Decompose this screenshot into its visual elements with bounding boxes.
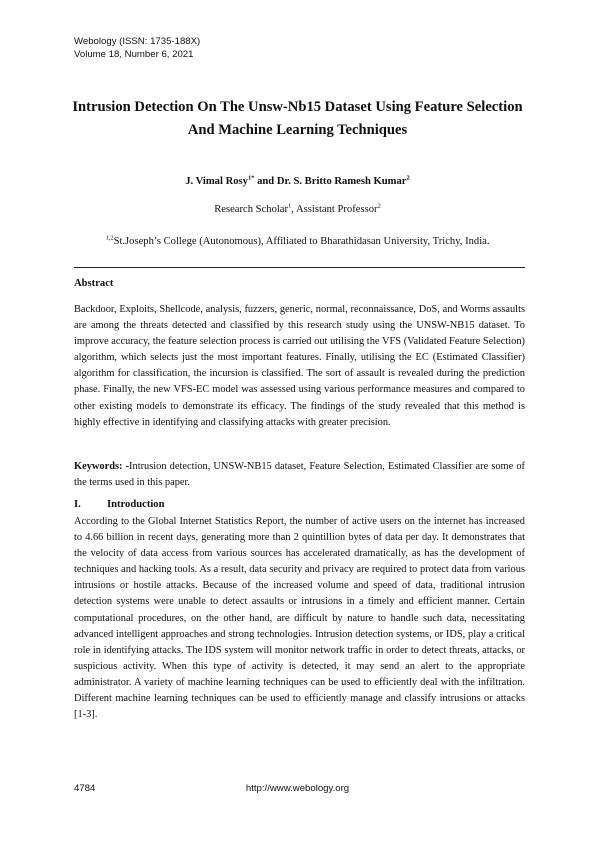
introduction-text: According to the Global Internet Statistics Report, the number of active users on the internet has increased to 4.66 billion in recent days, generating more than 2 quintillion bytes of data per day. It demonstrates that the velocity of data access from various sources has accelerated dramatically, as has the development of techniques and hacking tools. As a result, data security and privacy are required to protect data from various intrusions or hostile attacks. Because of the increased volume and speed of data, traditional intrusion detection systems were unable to detect assaults or intrusions in a timely and efficient manner. Certain computational procedures, on the other hand, are difficult by nature to handle such data, necessitating advanced intelligent approaches and strong technologies. Intrusion detection systems, or IDS, play a critical role in identifying attacks. The IDS system will monitor network traffic in order to detect threats, attacks, or suspicious activity. When this type of activity is detected, it may send an alert to the appropriate administrator. A variety of machine learning techniques can be used to efficiently deal with the infiltration. Different machine learning techniques can be used to efficiently manage and classify intrusions or attacks [1-3]. [74, 516, 525, 721]
affiliation-line [0, 236, 595, 247]
journal-header [74, 35, 200, 61]
author-2-marker: 2 [406, 174, 410, 182]
role-2: , Assistant Professor [291, 204, 378, 215]
affiliation-marker: 1,2 [105, 234, 114, 242]
section-title: Introduction [107, 499, 165, 510]
header-divider [74, 267, 525, 268]
section-number: I. [74, 499, 81, 510]
author-2: and Dr. S. Britto Ramesh Kumar [254, 176, 407, 187]
journal-name: Webology (ISSN: 1735-188X) [74, 36, 201, 47]
author-1-marker: 1* [247, 174, 255, 182]
keywords-label: Keywords: - [74, 461, 130, 472]
roles-line [0, 204, 595, 215]
journal-volume: Volume 18, Number 6, 2021 [74, 49, 194, 60]
author-1: J. Vimal Rosy [185, 176, 248, 187]
role-1-marker: 1 [288, 202, 292, 210]
abstract-heading: Abstract [74, 278, 114, 289]
paper-title: Intrusion Detection On The Unsw-Nb15 Dataset Using Feature Selection And Machine Learning Techniques [72, 99, 523, 138]
introduction-heading [74, 499, 165, 510]
author-line [0, 176, 595, 187]
footer-url[interactable]: http://www.webology.org [245, 783, 350, 794]
page-number: 4784 [74, 783, 96, 794]
role-2-marker: 2 [377, 202, 381, 210]
keywords-text: Intrusion detection, UNSW-NB15 dataset, Feature Selection, Estimated Classifier are some of the terms used in this paper. [74, 461, 525, 489]
role-1: Research Scholar [214, 204, 289, 215]
affiliation-text: St.Joseph’s College (Autonomous), Affiliated to Bharathidasan University, Trichy, India. [113, 236, 490, 247]
abstract-text: Backdoor, Exploits, Shellcode, analysis, fuzzers, generic, normal, reconnaissance, DoS, and Worms assaults are among the threats detected and classified by this research study using the UNSW-NB15 dataset. To improve accuracy, the feature selection process is carried out utilising the VFS (Validated Feature Selection) algorithm, which selects just the most important features. Finally, utilising the EC (Estimated Classifier) algorithm for classification, the incursion is classified. The sort of assault is revealed during the prediction phase. Finally, the new VFS-EC model was assessed using various performance measures and compared to other existing models to demonstrate its efficacy. The findings of the study revealed that this method is highly effective in identifying and classifying attacks with greater precision. [74, 304, 525, 428]
keywords-paragraph [74, 459, 525, 491]
